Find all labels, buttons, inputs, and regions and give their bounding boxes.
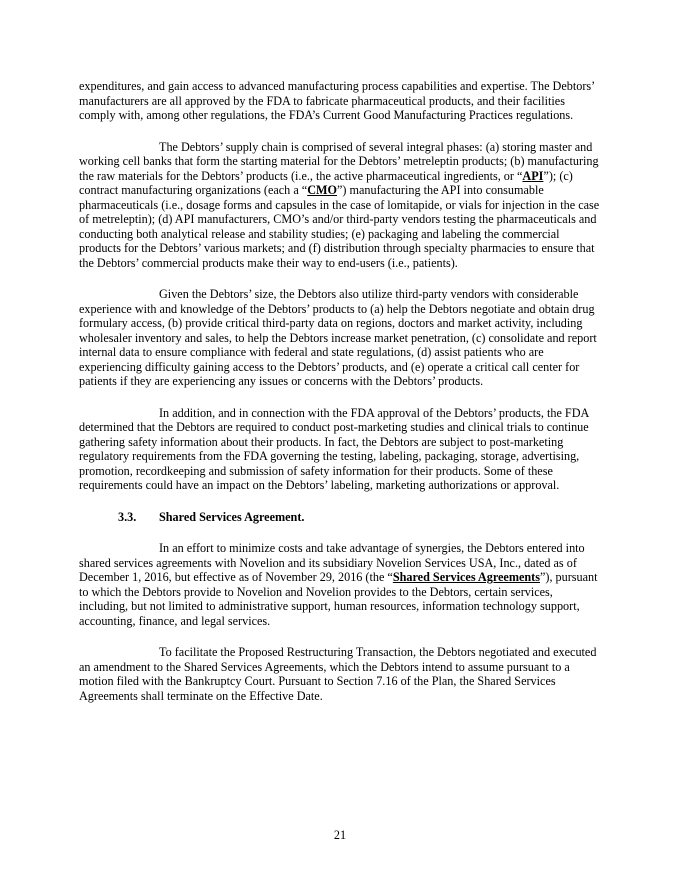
paragraph-manufacturers: expenditures, and gain access to advanced manufacturing process capabilities and expertise. The Debtors’ manufacturers are all approved by the FDA to fabricate pharmaceutical products, and their facilities comply with, among other regulations, the FDA’s Current Good Manufacturing Practices regulations. xyxy=(79,79,595,122)
page-number: 21 xyxy=(333,828,347,842)
paragraph-third-party-vendors: Given the Debtors’ size, the Debtors also utilize third-party vendors with considerable experience with and knowledge of the Debtors’ products to (a) help the Debtors negotiate and obtain drug formulary access, (b) provide critical third-party data on regions, doctors and market activity, including wholesaler inventory and sales, to help the Debtors increase market penetration, (c) consolidate and report internal data to ensure compliance with federal and state regulations, (d) assist patients who are experiencing difficulty gaining access to the Debtors’ products, and (e) operate a critical call center for patients if they are experiencing any issues or concerns with the Debtors’ products. xyxy=(79,287,597,388)
defined-term-api: API xyxy=(522,168,544,183)
supply-chain-text-2: ”); (c) contract manufacturing organizations (each a “ xyxy=(79,168,573,197)
supply-chain-text-1: The Debtors’ supply chain is comprised of several integral phases: (a) storing master and working cell banks that form the starting material for the Debtors’ metreleptin products; (b) manufacturing the raw materials for the Debtors’ products (i.e., the active pharmaceutical ingredients, or “ xyxy=(79,139,599,183)
body-text xyxy=(79,79,603,703)
paragraph-restructuring: To facilitate the Proposed Restructuring Transaction, the Debtors negotiated and executed an amendment to the Shared Services Agreements, which the Debtors intend to assume pursuant to a motion filed with the Bankruptcy Court. Pursuant to Section 7.16 of the Plan, the Shared Services Agreements shall terminate on the Effective Date. xyxy=(79,645,597,703)
section-title: Shared Services Agreement. xyxy=(159,509,305,524)
paragraph-post-marketing: In addition, and in connection with the FDA approval of the Debtors’ products, the FDA determined that the Debtors are required to conduct post-marketing studies and clinical trials to continue gathering safety information about their products. In fact, the Debtors are subject to post-marketing regulatory requirements from the FDA governing the testing, labeling, packaging, storage, advertising, promotion, recordkeeping and submission of safety information for their products. Some of these requirements could have an impact on the Debtors’ labeling, marketing authorizations or approval. xyxy=(79,405,589,492)
shared-services-text-2: ”), pursuant to which the Debtors provide to Novelion and Novelion provides to the Debtors, certain services, including, but not limited to administrative support, human resources, information technology support, accounting, finance, and legal services. xyxy=(79,570,598,628)
paragraph-shared-services xyxy=(79,541,603,628)
defined-term-shared-services-agreements: Shared Services Agreements xyxy=(392,570,540,584)
section-number: 3.3. xyxy=(118,509,137,524)
defined-term-cmo: CMO xyxy=(307,183,337,197)
section-heading xyxy=(79,510,603,525)
paragraph-supply-chain xyxy=(79,140,603,271)
supply-chain-text-3: ”) manufacturing the API into consumable pharmaceuticals (i.e., dosage forms and capsules in the case of lomitapide, or vials for injection in the case of metreleptin); (d) API manufacturers, CMO’s and/or third-party vendors testing the pharmaceuticals and conducting both analytical release and stability studies; (e) packaging and labeling the commercial products for the Debtors’ various markets; and (f) distribution through specialty pharmacies to ensure that the Debtors’ commercial products make their way to end-users (i.e., patients). xyxy=(79,183,600,270)
shared-services-text-1: In an effort to minimize costs and take advantage of synergies, the Debtors entered into shared services agreements with Novelion and its subsidiary Novelion Services USA, Inc., dated as of December 1, 2016, but effective as of November 29, 2016 (the “ xyxy=(79,541,585,584)
